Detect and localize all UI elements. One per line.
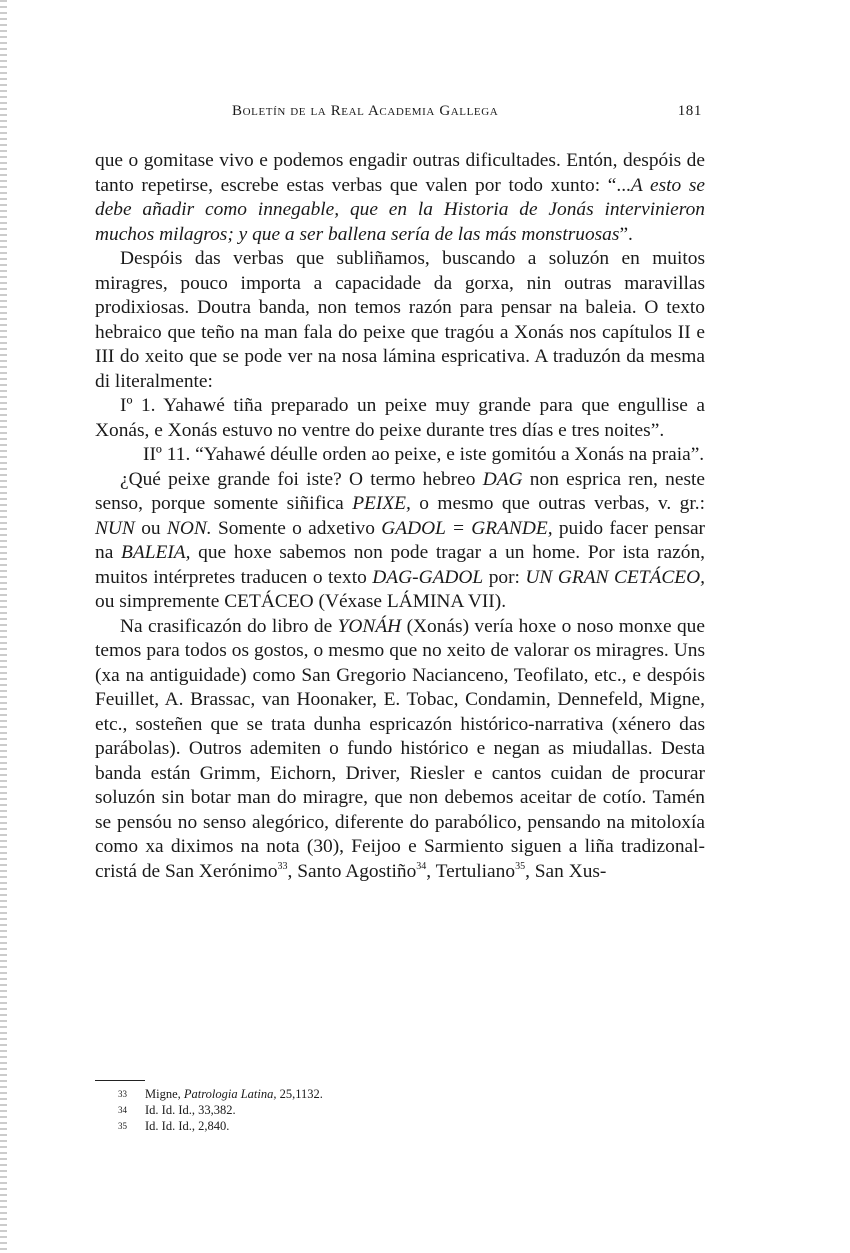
p5-s2: non esprica ren, neste senso, porque somente siñifica — [95, 468, 705, 514]
footnote-ref-34[interactable]: 34 — [416, 860, 427, 872]
footnote-33 — [118, 1086, 518, 1102]
p6-s2: (Xonás) vería hoxe o noso monxe que temos para todos os gostos, o mesmo que no xeito de valorar os miragres. Uns (xa na antiguidade) como San Gregorio Nacianceno, Teofilato, etc., e despóis Feuillet, A. Brassac, van Hoonaker, E. Tobac, Condamin, Dennefeld, Migne, etc., sosteñen que se trata dunha espricazón histórico-narrativa (xénero das parábolas). Outros ademiten o fundo histórico e negan as miudallas. Desta banda están Grimm, Eichorn, Driver, Riesler e cantos cuidan de procurar soluzón sin botar man do miragre, que non debemos aceitar de cotío. Tamén se pensóu no senso alegórico, diferente do parabólico, pensando na mitoloxía como xa diximos na nota (30), Feijoo e Sarmiento siguen a liña tradizonal-cristá de San Xerónimo — [95, 615, 705, 882]
paragraph-1 — [95, 149, 705, 247]
p6-s4: , Tertuliano — [426, 860, 516, 882]
footnote-number: 35 — [118, 1121, 127, 1131]
footnote-ref-33[interactable]: 33 — [277, 860, 288, 872]
term-dag-gadol: DAG-GADOL — [372, 566, 484, 588]
footnote-34 — [118, 1102, 518, 1118]
term-gadol: GADOL = GRANDE, — [381, 517, 553, 539]
p5-s9: ou simpremente CETÁCEO (Véxase LÁMINA VII). — [95, 591, 507, 612]
footnote-text — [145, 1118, 229, 1134]
scan-binding-edge — [0, 0, 7, 1253]
p5-s4: ou — [134, 517, 167, 539]
term-yonah: YONÁH — [337, 615, 402, 637]
paragraph-6 — [95, 615, 705, 885]
term-baleia: BALEIA, — [121, 542, 191, 563]
p5-s1: ¿Qué peixe grande foi iste? O termo hebreo — [120, 468, 483, 490]
p5-s3: o mesmo que outras verbas, v. gr.: — [410, 493, 705, 514]
p6-s1: Na crasificazón do libro de — [120, 615, 338, 637]
footnote-number: 33 — [118, 1089, 127, 1099]
footnote-number: 34 — [118, 1105, 127, 1115]
term-peixe: PEIXE, — [352, 493, 411, 514]
footnotes — [118, 1086, 518, 1134]
p5-s5: Somente o adxetivo — [211, 517, 382, 539]
footnote-work: Patrologia Latina, — [183, 1087, 277, 1101]
journal-title: Boletín de la Real Academia Gallega — [232, 103, 499, 119]
p5-s8: por: — [483, 566, 526, 588]
footnote-text — [145, 1086, 323, 1102]
page-number: 181 — [677, 103, 702, 119]
footnote-divider — [95, 1080, 145, 1081]
term-gran-cetaceo: UN GRAN CETÁCEO, — [525, 566, 705, 588]
paragraph-5 — [95, 468, 705, 615]
body-text — [95, 149, 705, 884]
term-dag: DAG — [482, 468, 523, 490]
p1-text: que o gomitase vivo e podemos engadir outras dificultades. Entón, despóis de tanto repetirse, escrebe estas verbas que valen por todo xunto: “... — [95, 150, 705, 196]
footnote-35 — [118, 1118, 518, 1134]
footnote-ref-text: Migne, — [145, 1087, 181, 1101]
p6-s3: , Santo Agostiño — [287, 860, 417, 882]
footnote-text — [145, 1102, 236, 1118]
p5-s7: que hoxe sabemos non pode tragar a un home. Por ista razón, muitos intérpretes traducen o texto — [95, 542, 705, 588]
footnote-loc: 25,1132. — [279, 1087, 323, 1101]
running-head — [232, 103, 702, 127]
paragraph-4-verse-11: IIº 11. “Yahawé déulle orden ao peixe, e iste gomitóu a Xonás na praia”. — [143, 444, 705, 465]
paragraph-3-verse-1: Iº 1. Yahawé tiña preparado un peixe muy grande para que engullise a Xonás, e Xonás estuvo no ventre do peixe durante tres días e tres noites”. — [95, 395, 705, 441]
p1-quote-close: ”. — [619, 223, 633, 245]
p1-quote-italic: A esto se debe añadir como innegable, que en la Historia de Jonás intervinieron muchos milagros; y que a ser ballena sería de las más monstruosas — [95, 174, 705, 245]
paragraph-2: Despóis das verbas que subliñamos, buscando a soluzón en muitos miragres, pouco importa a capacidade da gorxa, nin outras maravillas prodixiosas. Doutra banda, non temos razón para pensar na baleia. O texto hebraico que teño na man fala do peixe que tragóu a Xonás nos capítulos II e III do xeito que se pode ver na nosa lámina espricativa. A traduzón da mesma di literalmente: — [95, 248, 705, 392]
footnote-ref-35[interactable]: 35 — [515, 860, 526, 872]
term-non: NON. — [166, 517, 212, 539]
footnote-loc: 2,840. — [198, 1119, 230, 1133]
term-nun: NUN — [95, 517, 135, 539]
p5-s6: puido facer pensar na — [95, 517, 706, 563]
footnote-ref-text: Id. Id. Id., — [145, 1103, 195, 1117]
footnote-loc: 33,382. — [198, 1103, 236, 1117]
p6-s5: , San Xus- — [525, 860, 607, 882]
footnote-ref-text: Id. Id. Id., — [145, 1119, 195, 1133]
